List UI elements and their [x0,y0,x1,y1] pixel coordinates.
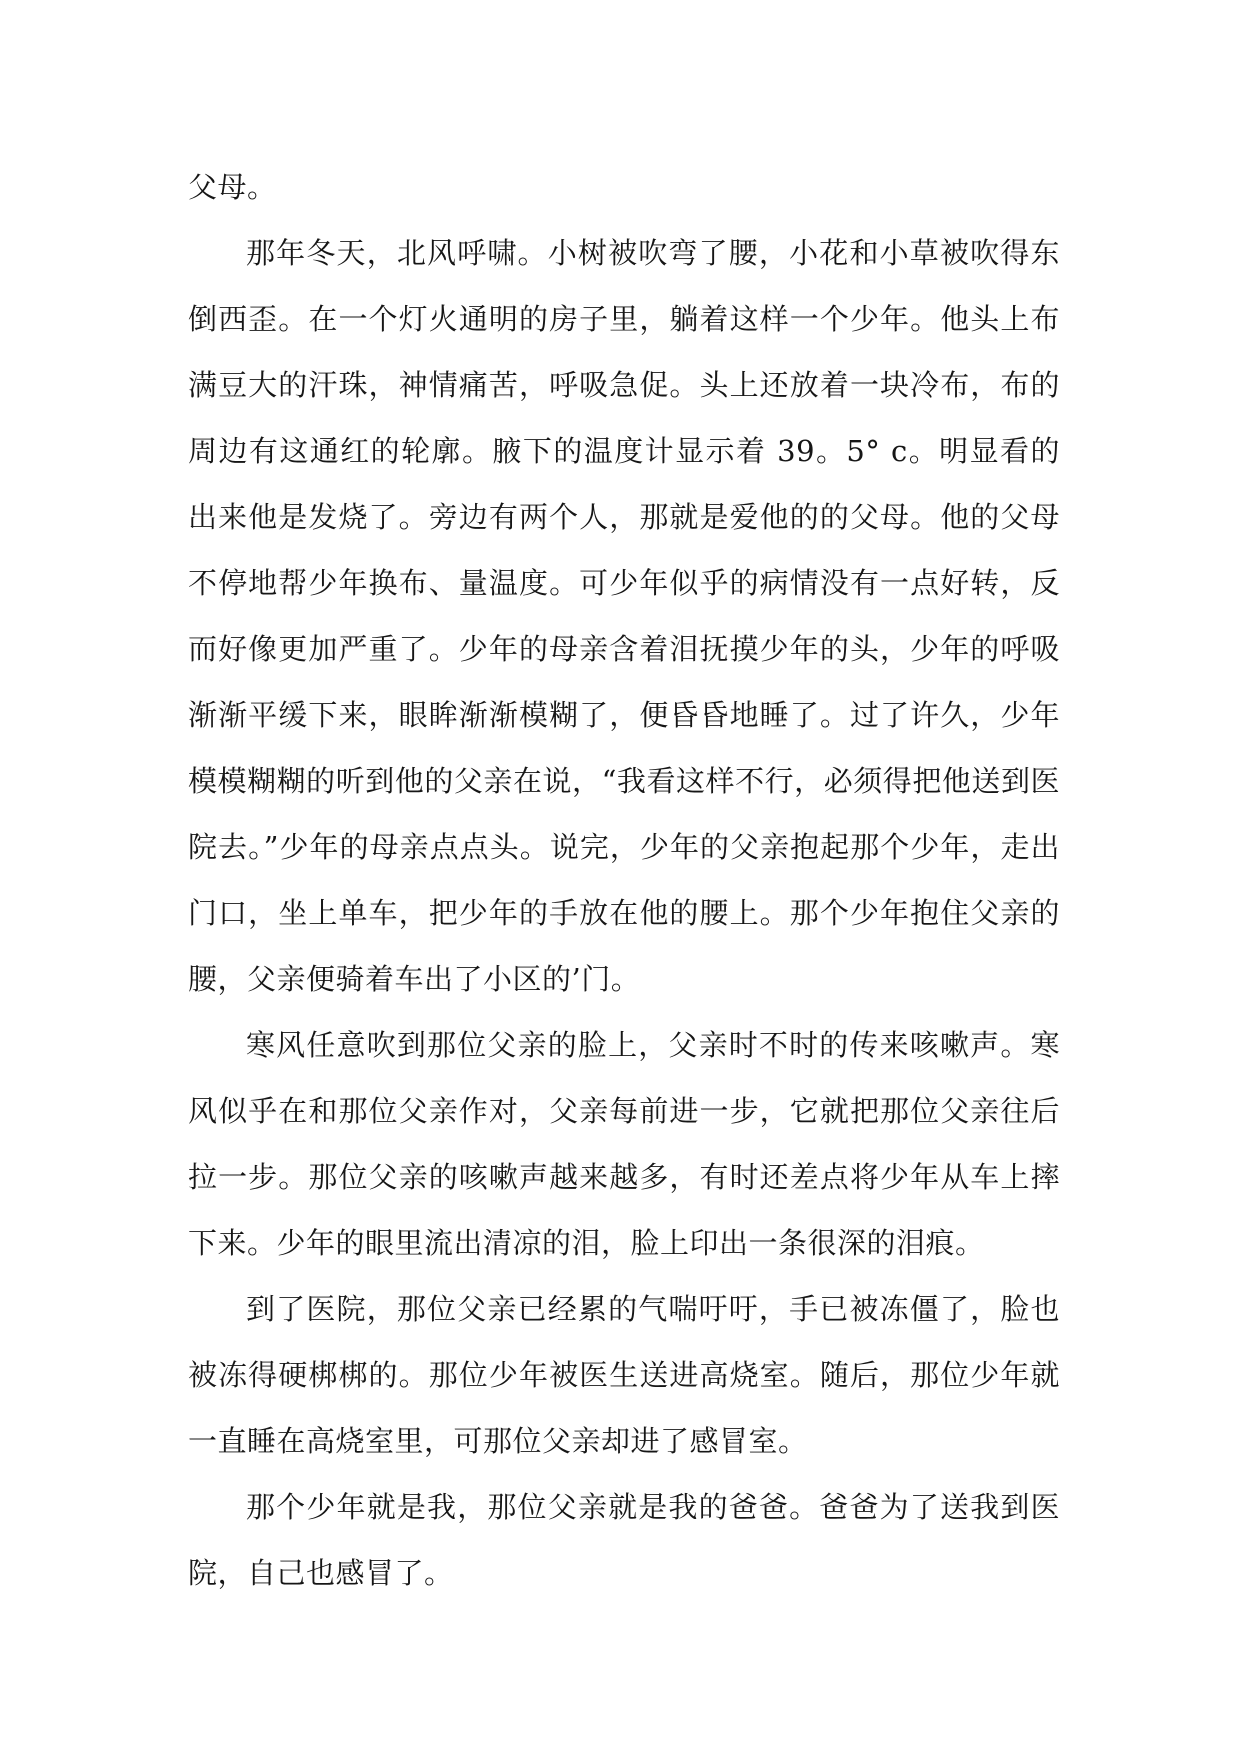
paragraph-conclusion: 那个少年就是我，那位父亲就是我的爸爸。爸爸为了送我到医院，自己也感冒了。 [188,1490,1060,1590]
paragraph-winter-night: 那年冬天，北风呼啸。小树被吹弯了腰，小花和小草被吹得东倒西歪。在一个灯火通明的房子里，躺着这样一个少年。他头上布满豆大的汗珠，神情痛苦，呼吸急促。头上还放着一块冷布，布的周边有这通红的轮廓。腋下的温度计显示着 39。5° c。明显看的出来他是发烧了。旁边有两个人，那就是爱他的的父母。他的父母不停地帮少年换布、量温度。可少年似乎的病情没有一点好转，反而好像更加严重了。少年的母亲含着泪抚摸少年的头，少年的呼吸渐渐平缓下来，眼眸渐渐模糊了，便昏昏地睡了。过了许久，少年模模糊糊的听到他的父亲在说，“我看这样不行，必须得把他送到医院去。”少年的母亲点点头。说完，少年的父亲抱起那个少年，走出门口，坐上单车，把少年的手放在他的腰上。那个少年抱住父亲的腰，父亲便骑着车出了小区的’门。 [188,236,1060,996]
document-body [188,154,1060,1606]
paragraph-continuation: 父母。 [188,170,277,204]
paragraph-cold-wind: 寒风任意吹到那位父亲的脸上，父亲时不时的传来咳嗽声。寒风似乎在和那位父亲作对，父亲每前进一步，它就把那位父亲往后拉一步。那位父亲的咳嗽声越来越多，有时还差点将少年从车上摔下来。少年的眼里流出清凉的泪，脸上印出一条很深的泪痕。 [188,1028,1060,1260]
paragraph-hospital: 到了医院，那位父亲已经累的气喘吁吁，手已被冻僵了，脸也被冻得硬梆梆的。那位少年被医生送进高烧室。随后，那位少年就一直睡在高烧室里，可那位父亲却进了感冒室。 [188,1292,1060,1458]
